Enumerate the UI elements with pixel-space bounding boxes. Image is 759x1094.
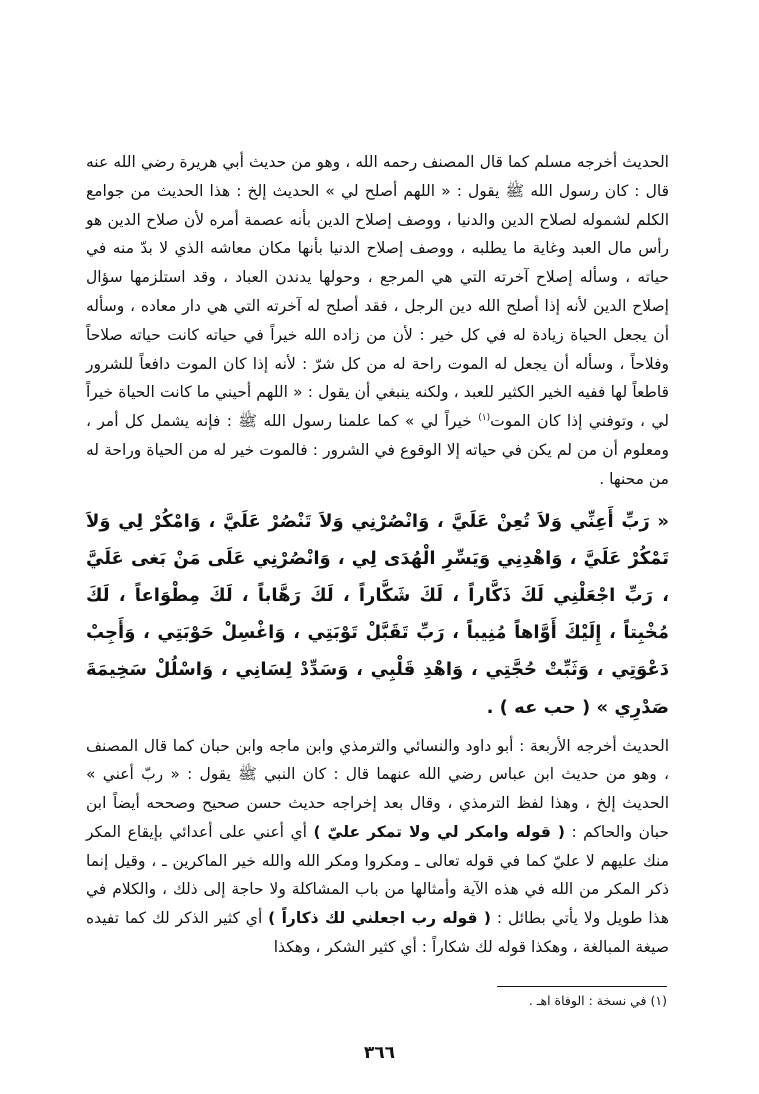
page-number: ٣٦٦ [363,1043,396,1063]
footnote-divider [497,986,667,987]
supplication-text: « رَبِّ أَعِنِّي وَلاَ تُعِنْ عَلَيَّ ، وَانْصُرْنِي وَلاَ تَنْصُرْ عَلَيَّ ، وَامْكُرْ لِي وَلاَ تَمْكُرْ عَلَيَّ ، وَاهْدِنِي وَيَسِّرِ الْهُدَى لِي ، وَانْصُرْنِي عَلَى مَنْ بَغى عَلَيَّ ، رَبِّ اجْعَلْنِي لَكَ ذَكَّاراً ، لَكَ شَكَّاراً ، لَكَ رَهَّاباً ، لَكَ مِطْوَاعاً ، لَكَ مُخْبِتاً ، إِلَيْكَ أَوَّاهاً مُنِيباً ، رَبِّ تَقَبَّلْ تَوْبَتِي ، وَاغْسِلْ حَوْبَتِي ، وَأَجِبْ دَعْوَتِي ، وَثَبِّتْ حُجَّتِي ، وَاهْدِ قَلْبِي ، وَسَدِّدْ لِسَانِي ، وَاسْلُلْ سَخِيمَةَ صَدْرِي » ( حب عه ) . [86,510,669,718]
quoted-phrase-2: ( قوله رب اجعلني لك ذكاراً ) [268,909,491,927]
commentary-paragraph-2 [86,732,669,962]
paragraph-1-text: الحديث أخرجه مسلم كما قال المصنف رحمه الله ، وهو من حديث أبي هريرة رضي الله عنه قال : كان رسول الله ﷺ يقول : « اللهم أصلح لي » الحديث إلخ : هذا الحديث من جوامع الكلم لشموله لصلاح الدين والدنيا ، ووصف إصلاح الدين بأنه عصمة أمره لأن صلاح الدين هو رأس مال العبد وغاية ما يطلبه ، ووصف إصلاح الدنيا بأنها مكان معاشه الذي لا بدّ منه في حياته ، وسأله إصلاح آخرته التي هي المرجع ، وحولها يدندن العباد ، وقد استلزمها سؤال إصلاح الدين لأنه إذا أصلح الله دين الرجل ، فقد أصلح له آخرته التي هي دار معاده ، وسأله أن يجعل الحياة زيادة له في كل خير : لأن من زاده الله خيراً في حياته كانت حياته صلاحاً وفلاحاً ، وسأله أن يجعل له الموت راحة له من كل شرّ : لأنه إذا كان الموت دافعاً للشرور قاطعاً لها ففيه الخير الكثير للعبد ، ولكنه ينبغي أن يقول : « اللهم أحيني ما كانت الحياة خيراً لي ، وتوفني إذا كان الموت [86,153,669,431]
commentary-paragraph-1 [86,148,669,494]
quoted-phrase-1: ( قوله وامكر لي ولا تمكر عليّ ) [313,822,565,841]
footnote-marker: (١) [478,413,491,424]
paragraph-2-text-a: الحديث أخرجه الأربعة : أبو داود والنسائي والترمذي وابن ماجه وابن حبان كما قال المصنف ، وهو من حديث ابن عباس رضي الله عنهما قال : كان النبي ﷺ يقول : « ربّ أعني » الحديث إلخ ، وهذا لفظ الترمذي ، وقال بعد إخراجه حديث حسن صحيح وصححه أيضاً ابن حبان والحاكم : [86,736,669,841]
footnote: (١) في نسخة : الوفاة اهـ . [528,993,667,1008]
paragraph-2-text-c: أي أعني على أعدائي بإيقاع المكر منك عليهم لا عليّ كما في قوله تعالى ـ ومكروا ومكر الله والله خير الماكرين ـ ، وقيل إنما ذكر المكر من الله في هذه الآية وأمثالها من باب المشاكلة ولا حاجة إلى ذلك ، والكلام في هذا طويل ولا يأتي بطائل : [86,822,669,927]
paragraph-2-text-d: أي كثير الذكر لك كما تفيده صيغة المبالغة ، وهكذا قوله لك شكاراً : أي كثير الشكر ، وهكذا [86,909,669,956]
paragraph-1-tail: خيراً لي » كما علمنا رسول الله ﷺ : فإنه يشمل كل أمر ، ومعلوم أن من لم يكن في حياته إلا الوقوع في الشرور : فالموت خير له من الحياة وراحة له من محنها . [86,412,669,488]
